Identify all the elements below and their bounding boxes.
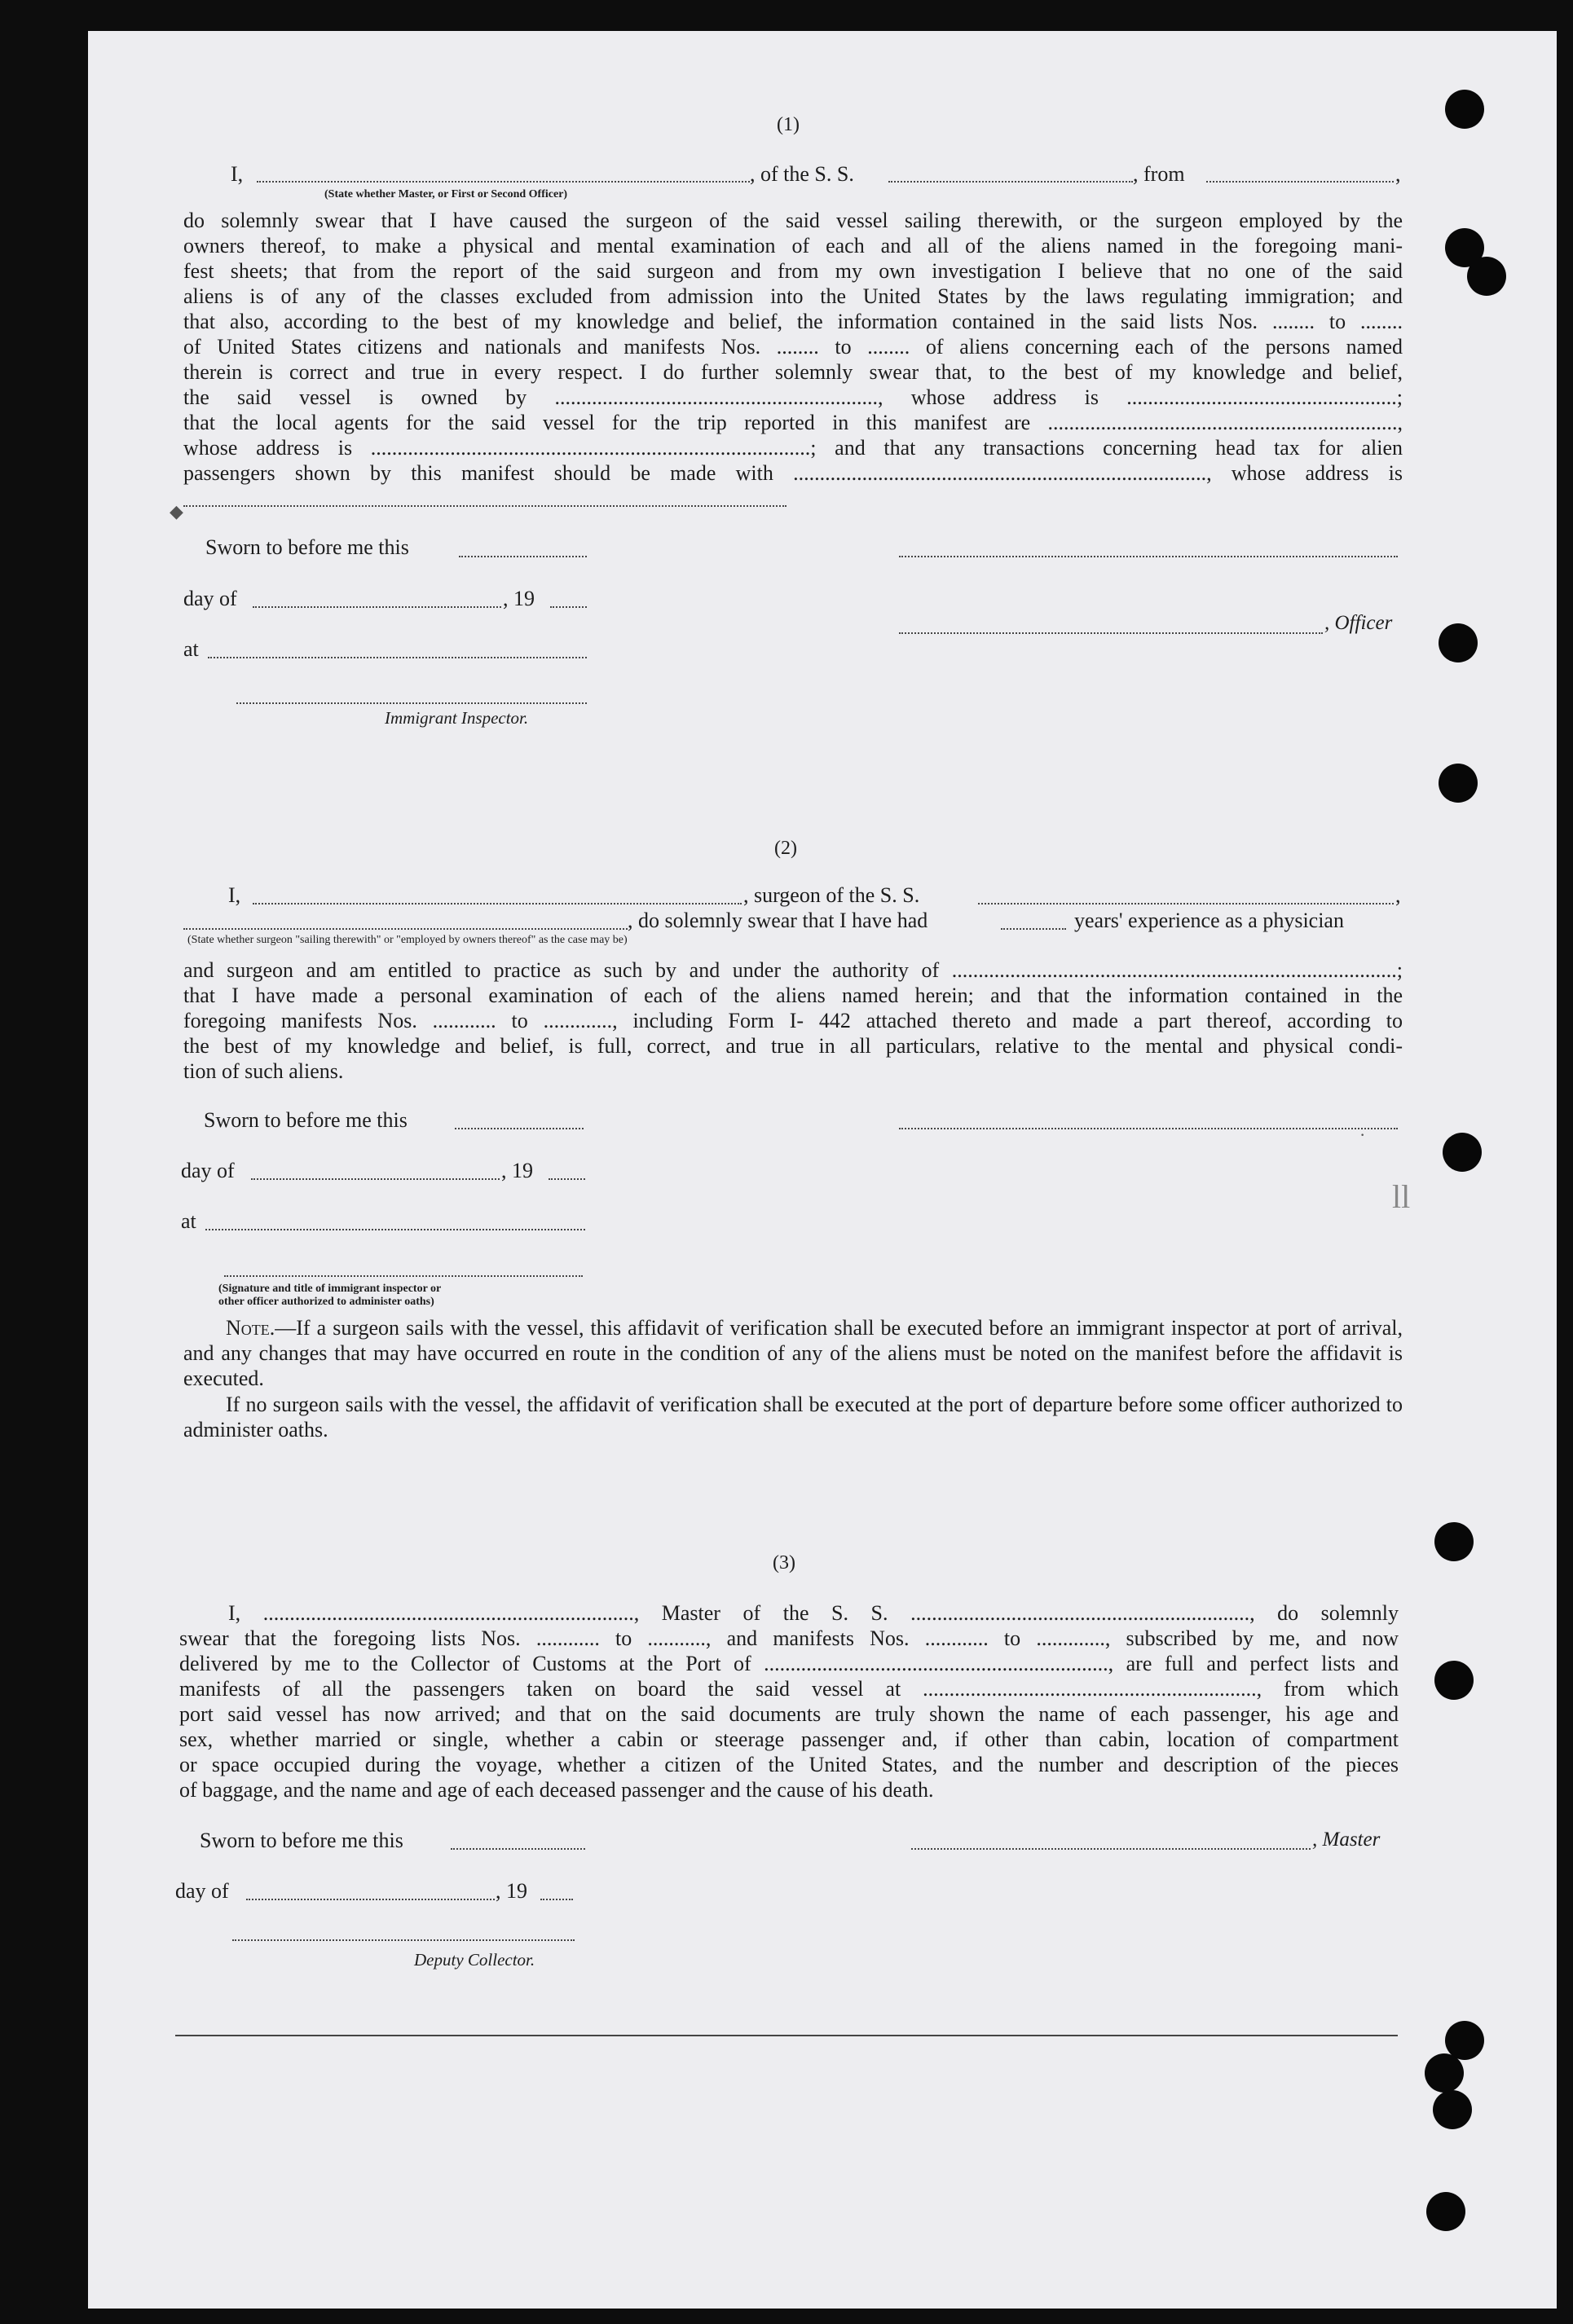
inspector-signature-line xyxy=(236,702,587,704)
place-line-2 xyxy=(205,1229,585,1230)
sworn-date-line-2 xyxy=(455,1128,584,1129)
note-text: —If a surgeon sails with the vessel, this affidavit of verification shall be executed before an immigrant inspector at port of arrival, and any changes that may have occurred en route in the condition of any of the aliens must be noted on the manifest before the affidavit is executed. xyxy=(183,1316,1403,1390)
officer-rank-caption: (State whether Master, or First or Second Officer) xyxy=(324,188,568,200)
section-2-sworn: Sworn to before me this xyxy=(204,1108,408,1132)
section-3-text-line: I, ......................................................................, Master of the S. S. ................................................................, do solemnly xyxy=(228,1601,1399,1625)
section-1-text-line: fest sheets; that from the report of the said surgeon and from my own investigation I believe that no one of the said xyxy=(183,259,1403,283)
section-1-text-line: owners thereof, to make a physical and mental examination of each and all of the aliens named in the foregoing mani- xyxy=(183,234,1403,257)
sworn-date-line-3 xyxy=(451,1848,585,1850)
section-3-text-line: port said vessel has now arrived; and that on the said documents are truly shown the name of each passenger, his age and xyxy=(179,1702,1399,1726)
section-2-year: , 19 xyxy=(501,1159,533,1182)
section-2-text-line: the best of my knowledge and belief, is full, correct, and true in all particulars, relative to the mental and physical condi- xyxy=(183,1034,1403,1058)
section-1-day-of: day of xyxy=(183,587,237,610)
master-label: , Master xyxy=(1312,1829,1381,1851)
immigrant-inspector-label: Immigrant Inspector. xyxy=(385,708,529,728)
section-2-day-of: day of xyxy=(181,1159,235,1182)
year-line-2 xyxy=(549,1178,585,1180)
punch-hole xyxy=(1439,764,1478,803)
punch-hole xyxy=(1445,90,1484,129)
punch-hole xyxy=(1434,1522,1474,1561)
section-1-text-line: of United States citizens and nationals and manifests Nos. ........ to ........ of aliens concerning each of the persons named xyxy=(183,335,1403,359)
section-1-i: I, xyxy=(231,162,244,186)
signature-caption: other officer authorized to administer oaths) xyxy=(218,1296,434,1308)
section-1-text-line: that the local agents for the said vessel for the trip reported in this manifest are .................................................................., xyxy=(183,411,1403,434)
scan-speck: ◆ xyxy=(170,501,183,522)
section-1-from: , from xyxy=(1133,162,1185,186)
deputy-signature-line xyxy=(232,1939,575,1941)
section-1-text-line: passengers shown by this manifest should be made with .............................................................................., whose address is xyxy=(183,461,1403,485)
officer-label: , Officer xyxy=(1324,612,1393,634)
section-2-i: I, xyxy=(228,883,241,907)
surgeon-status-line xyxy=(183,928,628,930)
section-3-text-line: manifests of all the passengers taken on board the said vessel at ..............................................................., from which xyxy=(179,1677,1399,1701)
section-2-heading: (2) xyxy=(774,838,797,859)
scan-speck: · xyxy=(1359,1125,1366,1145)
note-text-2: If no surgeon sails with the vessel, the affidavit of verification shall be executed at the port of departure before some officer authorized to administer oaths. xyxy=(183,1393,1403,1441)
day-line-3 xyxy=(246,1899,495,1900)
section-3-sworn: Sworn to before me this xyxy=(200,1829,403,1852)
section-1-text-line: that also, according to the best of my knowledge and belief, the information contained in the said lists Nos. ........ to ........ xyxy=(183,310,1403,333)
punch-hole xyxy=(1443,1133,1482,1172)
day-line-2 xyxy=(251,1178,500,1180)
signature-caption: (Signature and title of immigrant inspector or xyxy=(218,1283,442,1295)
punch-hole xyxy=(1425,2053,1464,2093)
punch-hole xyxy=(1426,2192,1465,2231)
deputy-collector-label: Deputy Collector. xyxy=(414,1950,535,1970)
place-line xyxy=(208,657,587,658)
section-1-text-line: aliens is of any of the classes excluded from admission into the United States by the laws regulating immigration; and xyxy=(183,284,1403,308)
note-paragraph xyxy=(183,1315,1403,1391)
years-line xyxy=(1001,928,1066,930)
scan-speck: ll xyxy=(1392,1178,1411,1215)
section-2-text-line: that I have made a personal examination of each of the aliens named herein; and that the information contained in the xyxy=(183,984,1403,1007)
section-1-text-line: whose address is ...................................................................................; and that any transactions concerning head tax for alien xyxy=(183,436,1403,460)
section-3-heading: (3) xyxy=(773,1552,795,1574)
section-1-text-line: do solemnly swear that I have caused the surgeon of the said vessel sailing therewith, or the surgeon employed by the xyxy=(183,209,1403,232)
section-3-text-line: swear that the foregoing lists Nos. ............ to ..........., and manifests Nos. ............ to ............., subscribed by me, and now xyxy=(179,1626,1399,1650)
day-line xyxy=(253,606,501,608)
punch-hole xyxy=(1439,623,1478,662)
section-2-swear: , do solemnly swear that I have had xyxy=(628,909,928,932)
note-paragraph-2 xyxy=(183,1392,1403,1442)
section-1-text-line: the said vessel is owned by ............................................................., whose address is ...................................................; xyxy=(183,385,1403,409)
officer-rank-line xyxy=(257,181,750,183)
surgeon-status-caption: (State whether surgeon "sailing therewith" or "employed by owners thereof" as the case may be) xyxy=(187,934,628,946)
section-2-years: years' experience as a physician xyxy=(1074,909,1344,932)
section-2-text-line: tion of such aliens. xyxy=(183,1059,344,1083)
note-label: Note. xyxy=(226,1316,275,1340)
section-1-sworn: Sworn to before me this xyxy=(205,535,409,559)
master-signature-line xyxy=(911,1848,1311,1850)
surgeon-name-line xyxy=(253,903,742,905)
section-2-surgeon: , surgeon of the S. S. xyxy=(743,883,920,907)
year-line-3 xyxy=(540,1899,573,1900)
section-1-comma: , xyxy=(1395,162,1401,186)
vessel-name-line xyxy=(888,181,1133,183)
port-from-line xyxy=(1206,181,1394,183)
section-3-day-of: day of xyxy=(175,1879,229,1903)
officer-signature-line xyxy=(899,556,1398,557)
section-2-comma: , xyxy=(1395,883,1401,907)
surgeon-signature-line xyxy=(899,1128,1398,1129)
vessel-name-line-2 xyxy=(978,903,1394,905)
section-3-year: , 19 xyxy=(496,1879,527,1903)
bottom-rule xyxy=(175,2035,1398,2036)
section-1-text-line: therein is correct and true in every respect. I do further solemnly swear that, to the best of my knowledge and belief, xyxy=(183,360,1403,384)
section-3-text-line: delivered by me to the Collector of Customs at the Port of ................................................................., are full and perfect lists and xyxy=(179,1652,1399,1675)
section-1-of-ss: , of the S. S. xyxy=(750,162,854,186)
section-1-at: at xyxy=(183,637,199,661)
section-2-text-line: and surgeon and am entitled to practice as such by and under the authority of ....................................................................................; xyxy=(183,958,1403,982)
punch-hole xyxy=(1434,1661,1474,1700)
section-3-text-line: sex, whether married or single, whether a cabin or steerage passenger and, if other than cabin, location of compartment xyxy=(179,1728,1399,1751)
section-2-at: at xyxy=(181,1209,196,1233)
punch-hole xyxy=(1467,257,1506,296)
officer-title-line xyxy=(899,632,1323,634)
inspector-signature-line-2 xyxy=(224,1275,583,1277)
address-line xyxy=(183,505,786,507)
section-1-heading: (1) xyxy=(777,114,800,135)
section-1-year: , 19 xyxy=(503,587,535,610)
punch-hole xyxy=(1433,2090,1472,2129)
section-2-text-line: foregoing manifests Nos. ............ to ............., including Form I- 442 attached thereto and made a part thereof, according to xyxy=(183,1009,1403,1032)
section-3-text-line: or space occupied during the voyage, whether a citizen of the United States, and the number and description of the pieces xyxy=(179,1753,1399,1776)
section-3-text-line: of baggage, and the name and age of each deceased passenger and the cause of his death. xyxy=(179,1778,934,1802)
year-line xyxy=(550,606,587,608)
sworn-date-line xyxy=(459,556,587,557)
